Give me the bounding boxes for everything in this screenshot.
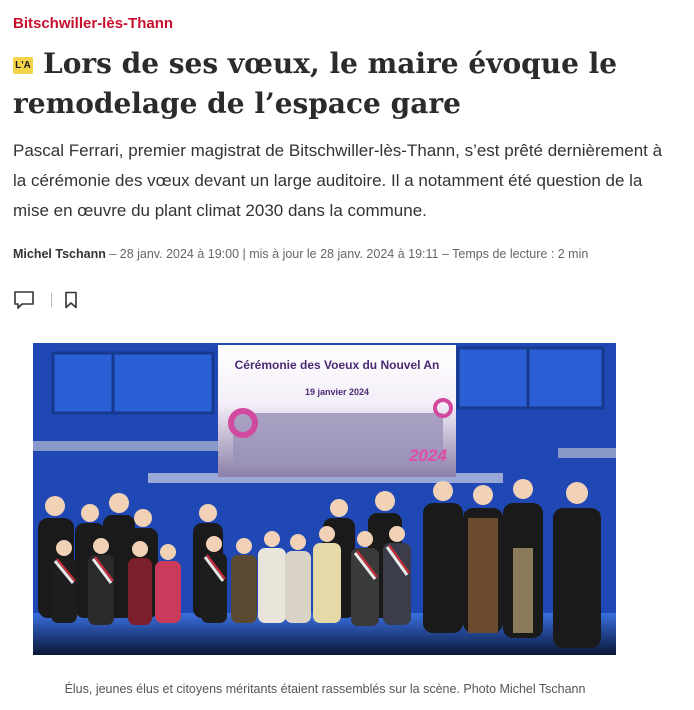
kicker[interactable]: Bitschwiller-lès-Thann [13, 15, 174, 32]
author-link[interactable]: Michel Tschann [13, 247, 106, 261]
screen-title: Cérémonie des Voeux du Nouvel An [234, 358, 440, 372]
article-photo[interactable] [33, 343, 616, 655]
ceremony-photo [33, 343, 616, 655]
action-separator [51, 293, 52, 307]
lead-paragraph: Pascal Ferrari, premier magistrat de Bitschwiller-lès-Thann, s’est prêté dernièrement à la cérémonie des vœux devant un large auditoire. Il a notamment été question de la mise en œuvre du plant climat 2030 dans la commune. [13, 141, 663, 220]
headline-text: Lors de ses vœux, le maire évoque le remodelage de l’espace gare [13, 47, 618, 120]
brand-badge: L'A [13, 57, 33, 74]
screen-date: 19 janvier 2024 [304, 387, 370, 397]
photo-caption: Élus, jeunes élus et citoyens méritants étaient rassemblés sur la scène. Photo Michel Tschann [64, 682, 586, 696]
comment-button[interactable] [13, 290, 35, 310]
bookmark-icon [64, 291, 78, 309]
article-meta [13, 247, 683, 261]
screen-year: 2024 [409, 446, 447, 465]
article-actions [13, 288, 78, 312]
comment-icon [13, 290, 35, 310]
headline [13, 44, 673, 124]
publish-dates: – 28 janv. 2024 à 19:00 | mis à jour le 28 janv. 2024 à 19:11 – Temps de lecture : 2 min [105, 247, 589, 261]
bookmark-button[interactable] [64, 291, 78, 309]
